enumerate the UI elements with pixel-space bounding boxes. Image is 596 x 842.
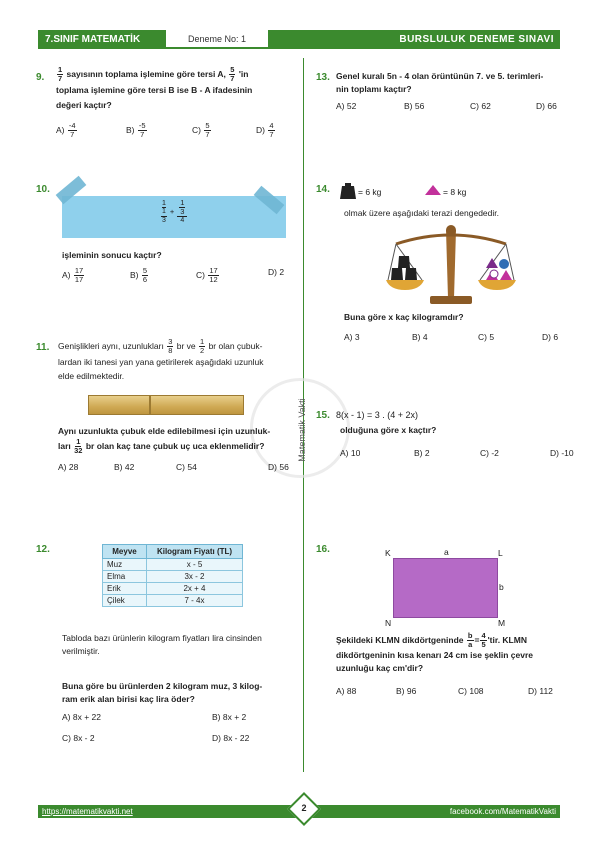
option-letter: A) — [340, 448, 351, 458]
option-fraction: $\frac{5}{6}$ — [142, 266, 148, 284]
option-value: 112 — [539, 686, 553, 696]
table-row — [103, 595, 243, 607]
option-letter: C) — [480, 448, 492, 458]
header-center — [166, 30, 268, 49]
table-header: Meyve — [103, 545, 147, 559]
option-value: -2 — [491, 448, 499, 458]
option-letter: D) — [528, 686, 540, 696]
option-value: 96 — [406, 686, 417, 696]
watermark-text: Matematik Vakti — [297, 398, 307, 462]
side-a: a — [444, 547, 449, 557]
option-letter: D) — [268, 462, 280, 472]
option-letter: D) — [550, 448, 562, 458]
exam-number: Deneme No: 1 — [187, 33, 247, 44]
answer-option[interactable] — [404, 101, 424, 111]
option-letter: D) — [536, 101, 548, 111]
option-letter: A) — [336, 101, 347, 111]
answer-option[interactable] — [268, 462, 289, 472]
option-letter: C) — [458, 686, 470, 696]
option-fraction: $\frac{-5}{7}$ — [138, 121, 146, 139]
option-value: 8x - 22 — [223, 733, 250, 743]
answer-option[interactable] — [62, 733, 95, 743]
question-13-text: Genel kuralı 5n - 4 olan örüntünün 7. ve 5. terimleri- nin toplamı kaçtır? — [336, 71, 544, 94]
table-cell: Elma — [103, 571, 147, 583]
option-fraction: $\frac{5}{7}$ — [205, 121, 210, 139]
option-letter: A) — [62, 269, 73, 280]
equation: 8(x - 1) = 3 . (4 + 2x) — [336, 410, 419, 420]
answer-option[interactable] — [212, 733, 249, 743]
vertex-m: M — [498, 618, 506, 628]
option-value: 8x + 22 — [72, 712, 101, 722]
answer-option[interactable] — [470, 101, 491, 111]
option-letter: B) — [126, 124, 137, 135]
question-10-prompt: işleminin sonucu kaçtır? — [62, 250, 162, 260]
option-value: 88 — [346, 686, 357, 696]
option-value: 2 — [279, 267, 285, 277]
answer-option[interactable] — [114, 462, 134, 472]
price-table — [102, 544, 243, 607]
option-letter: B) — [404, 101, 415, 111]
option-letter: B) — [130, 269, 141, 280]
answer-option[interactable] — [192, 122, 212, 139]
question-number: 15. — [316, 410, 330, 421]
answer-option[interactable] — [536, 101, 557, 111]
question-12-prompt: Buna göre bu ürünlerden 2 kilogram muz, 3 kilog- ram erik alan birisi kaç lira öder? — [62, 681, 263, 704]
option-letter: B) — [414, 448, 425, 458]
triangle-weight-label: = 8 kg — [443, 187, 467, 197]
weight-label: = 6 kg — [358, 187, 382, 197]
option-fraction: $\frac{17}{12}$ — [209, 266, 218, 284]
balance-scale — [386, 222, 516, 306]
answer-option[interactable] — [196, 267, 220, 284]
question-number: 9. — [36, 72, 45, 83]
triangle-icon — [424, 184, 442, 196]
option-value: 108 — [469, 686, 484, 696]
answer-option[interactable] — [458, 686, 484, 696]
option-value: -10 — [561, 448, 574, 458]
answer-option[interactable] — [256, 122, 276, 139]
answer-option[interactable] — [542, 332, 558, 342]
table-cell: 3x - 2 — [147, 571, 243, 583]
answer-option[interactable] — [268, 267, 284, 277]
side-b: b — [499, 582, 504, 592]
option-value: 8x + 2 — [222, 712, 247, 722]
complex-fraction: 1 $\frac{1}{3}$ + $\frac{\frac{1}{3}}{4}$ — [160, 198, 188, 225]
option-letter: B) — [412, 332, 423, 342]
answer-option[interactable] — [130, 267, 149, 284]
table-cell: 7 - 4x — [147, 595, 243, 607]
option-letter: A) — [58, 462, 69, 472]
answer-option[interactable] — [62, 712, 101, 722]
table-header: Kilogram Fiyatı (TL) — [147, 545, 243, 559]
question-11-text: Genişlikleri aynı, uzunlukları $\frac{3}{8}$ br ve $\frac{1}{2}$ br olan çubuk- lardan iki tanesi yan yana getirilerek aşağıdaki uzunluk elde edilmektedir. — [58, 337, 264, 381]
option-fraction: $\frac{-4}{7}$ — [68, 121, 76, 139]
option-value: 2 — [424, 448, 430, 458]
vertex-k: K — [385, 548, 391, 558]
option-value: 10 — [350, 448, 361, 458]
option-value: 54 — [187, 462, 197, 472]
option-value: 56 — [414, 101, 425, 111]
question-number: 12. — [36, 544, 50, 555]
question-16-text: Şekildeki KLMN dikdörtgeninde $\frac{b}{a}$ = $\frac{4}{5}$ 'tir. KLMN dikdörtgeninin kısa kenarı 24 cm ise şeklin çevre uzunluğu kaç cm'dir? — [336, 631, 534, 673]
answer-option[interactable] — [176, 462, 197, 472]
question-12-text: Tabloda bazı ürünlerin kilogram fiyatları lira cinsinden verilmiştir. — [62, 633, 262, 656]
option-value: 4 — [422, 332, 428, 342]
answer-option[interactable] — [58, 462, 78, 472]
question-number: 14. — [316, 184, 330, 195]
answer-option[interactable] — [396, 686, 416, 696]
table-cell: Muz — [103, 559, 147, 571]
option-letter: A) — [344, 332, 355, 342]
question-number: 16. — [316, 544, 330, 555]
option-fraction: $\frac{17}{17}$ — [74, 266, 84, 284]
weight-icon — [338, 182, 358, 200]
answer-option[interactable] — [336, 686, 356, 696]
option-letter: C) — [470, 101, 482, 111]
question-number: 11. — [36, 342, 50, 353]
option-letter: D) — [542, 332, 554, 342]
question-9-text: $\frac{1}{7}$ sayısının toplama işlemine göre tersi A, $\frac{5}{7}$ 'in toplama işlemine göre tersi B ise B - A ifadesinin değeri kaçtır? — [56, 65, 253, 110]
option-letter: B) — [114, 462, 125, 472]
option-value: 3 — [354, 332, 360, 342]
option-letter: C) — [176, 462, 188, 472]
answer-option[interactable] — [414, 448, 430, 458]
option-letter: A) — [62, 712, 73, 722]
answer-option[interactable] — [344, 332, 360, 342]
option-value: 42 — [124, 462, 135, 472]
answer-option[interactable] — [478, 332, 494, 342]
answer-option[interactable] — [480, 448, 499, 458]
question-number: 10. — [36, 184, 50, 195]
course-title: 7.SINIF MATEMATİK — [45, 34, 141, 45]
question-number: 13. — [316, 72, 330, 83]
option-letter: D) — [268, 267, 280, 277]
answer-option[interactable] — [56, 122, 78, 139]
option-fraction: $\frac{4}{7}$ — [269, 121, 274, 139]
wood-rod-right — [150, 395, 244, 415]
weight-x-label: x — [492, 272, 496, 279]
answer-option[interactable] — [336, 101, 356, 111]
question-15-prompt: olduğuna göre x kaçtır? — [340, 425, 437, 435]
header-right-bar — [268, 30, 560, 49]
option-value: 62 — [481, 101, 491, 111]
table-row — [103, 571, 243, 583]
answer-option[interactable] — [550, 448, 574, 458]
vertex-n: N — [385, 618, 392, 628]
answer-option[interactable] — [412, 332, 428, 342]
option-letter: C) — [478, 332, 490, 342]
option-value: 5 — [489, 332, 495, 342]
option-letter: A) — [56, 124, 67, 135]
option-letter: C) — [196, 269, 208, 280]
table-cell: x - 5 — [147, 559, 243, 571]
vertex-l: L — [498, 548, 503, 558]
wood-rod-left — [88, 395, 150, 415]
option-letter: D) — [212, 733, 224, 743]
question-14-prompt: Buna göre x kaç kilogramdır? — [344, 312, 464, 322]
exam-title: BURSLULUK DENEME SINAVI — [399, 34, 554, 45]
facebook-link[interactable]: facebook.com/MatematikVakti — [449, 807, 556, 816]
option-value: 28 — [68, 462, 79, 472]
rectangle-klmn — [393, 558, 498, 618]
option-letter: D) — [256, 124, 268, 135]
answer-option[interactable] — [340, 448, 360, 458]
answer-option[interactable] — [212, 712, 246, 722]
option-value: 8x - 2 — [73, 733, 95, 743]
table-row — [103, 583, 243, 595]
option-letter: A) — [336, 686, 347, 696]
question-11-prompt: Aynı uzunlukta çubuk elde edilebilmesi için uzunluk- ları $\frac{1}{32}$ br olan kaç tane çubuk uç uca eklenmelidir? — [58, 426, 271, 455]
question-14-text: olmak üzere aşağıdaki terazi dengededir. — [344, 208, 499, 218]
option-letter: C) — [62, 733, 74, 743]
option-letter: B) — [396, 686, 407, 696]
table-row — [103, 559, 243, 571]
option-value: 6 — [553, 332, 559, 342]
header-left-bar — [38, 30, 166, 49]
table-cell: Çilek — [103, 595, 147, 607]
option-value: 66 — [547, 101, 557, 111]
option-letter: B) — [212, 712, 223, 722]
option-value: 56 — [279, 462, 289, 472]
answer-option[interactable] — [126, 122, 148, 139]
answer-option[interactable] — [62, 267, 85, 284]
option-value: 52 — [346, 101, 357, 111]
option-letter: C) — [192, 124, 204, 135]
website-link[interactable]: https://matematikvakti.net — [42, 807, 133, 816]
answer-option[interactable] — [528, 686, 553, 696]
table-cell: 2x + 4 — [147, 583, 243, 595]
table-cell: Erik — [103, 583, 147, 595]
page-number: 2 — [301, 803, 307, 813]
